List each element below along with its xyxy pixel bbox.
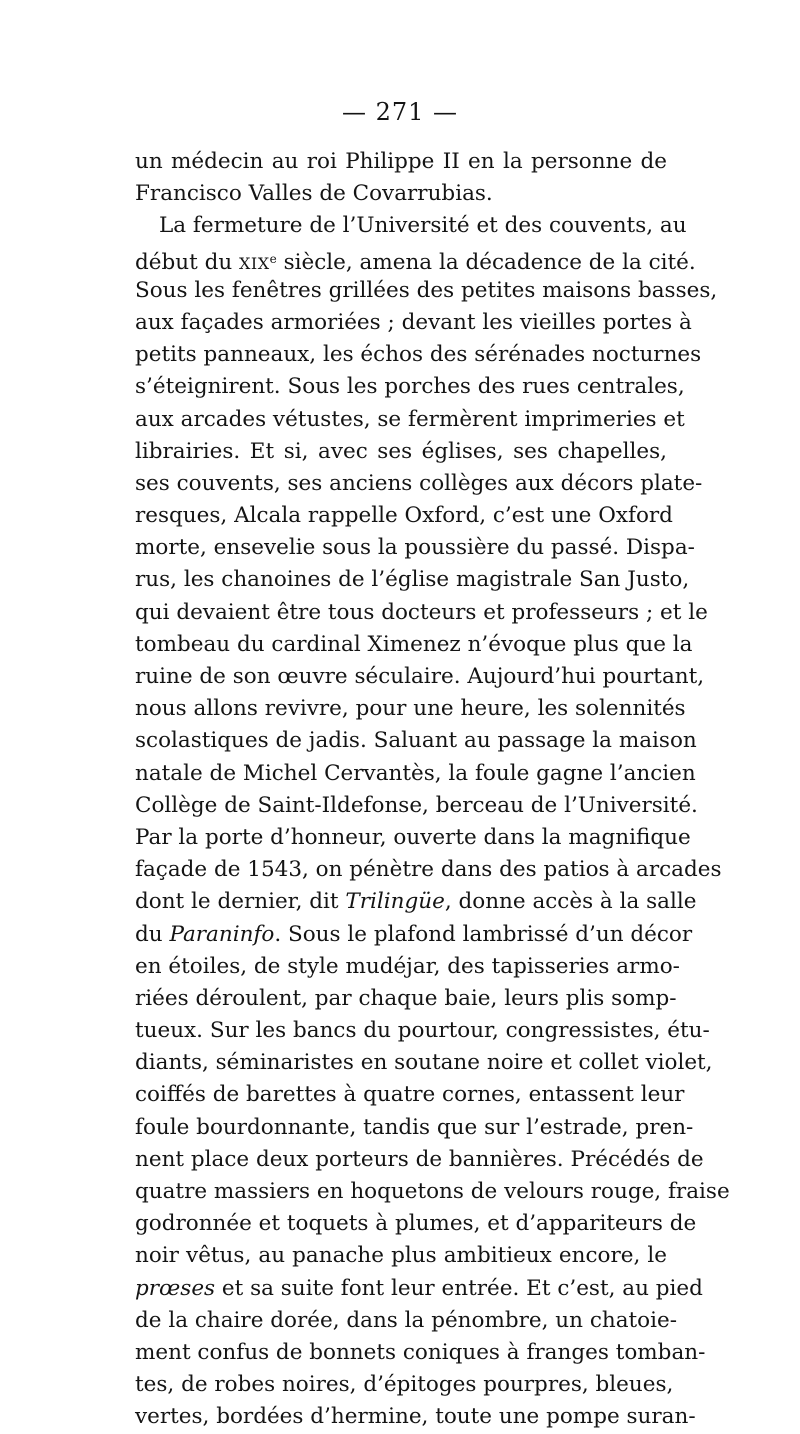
text-line xyxy=(135,661,705,693)
text-run: . Sous le plafond lambrissé d’un décor xyxy=(274,921,693,947)
text-line xyxy=(135,532,695,564)
text-run: Sous les fenêtres grillées des petites maisons basses, xyxy=(135,277,718,303)
text-run: nous allons revivre, pour une heure, les solennités xyxy=(135,696,686,722)
text-run: qui devaient être tous docteurs et professeurs ; et le xyxy=(135,599,708,625)
text-line xyxy=(135,886,697,918)
text-run: quatre massiers en hoquetons de velours rouge, fraise xyxy=(135,1179,730,1204)
superscript-text: e xyxy=(269,251,277,266)
text-run: riées déroulent, par chaque baie, leurs plis somp- xyxy=(135,985,677,1011)
text-run: ment confus de bonnets coniques à franges tomban- xyxy=(135,1339,706,1365)
text-run: diants, séminaristes en soutane noire et collet violet, xyxy=(135,1050,713,1076)
text-line xyxy=(135,307,692,339)
text-line xyxy=(135,822,691,854)
text-run: ruine de son œuvre séculaire. Aujourd’hui pourtant, xyxy=(135,664,705,689)
text-line xyxy=(135,1240,667,1272)
text-run: un médecin au roi Philippe II en la personne de xyxy=(135,149,667,174)
text-run: tueux. Sur les bancs du pourtour, congressistes, étu- xyxy=(135,1018,710,1044)
text-line xyxy=(135,983,677,1015)
text-line xyxy=(135,1273,703,1305)
text-run: ses couvents, ses anciens collèges aux décors plate- xyxy=(135,470,703,496)
text-run: aux arcades vétustes, se fermèrent imprimeries et xyxy=(135,406,685,432)
text-line xyxy=(135,1015,710,1047)
text-run: Collège de Saint-Ildefonse, berceau de l’Université. xyxy=(135,792,698,818)
text-line xyxy=(135,178,667,210)
text-line xyxy=(135,1401,696,1433)
text-line xyxy=(135,919,693,951)
text-line xyxy=(135,725,697,757)
text-line xyxy=(135,564,690,596)
text-run: resques, Alcala rappelle Oxford, c’est une Oxford xyxy=(135,503,673,529)
text-run: Par la porte d’honneur, ouverte dans la magnifique xyxy=(135,824,691,850)
text-run: La fermeture de l’Université et des couvents, au xyxy=(159,213,687,239)
italic-text: Trilingüe xyxy=(345,889,445,915)
text-run: foule bourdonnante, tandis que sur l’estrade, pren- xyxy=(135,1114,694,1140)
text-line xyxy=(135,275,718,307)
text-run: vertes, bordées d’hermine, toute une pompe suran- xyxy=(135,1404,696,1430)
text-line xyxy=(135,146,667,178)
text-run: dont le dernier, dit xyxy=(135,889,346,915)
text-line xyxy=(135,1208,697,1240)
body-text xyxy=(135,146,730,1434)
text-line xyxy=(135,1079,685,1111)
text-line xyxy=(135,243,696,275)
text-run: noir vêtus, au panache plus ambitieux encore, le xyxy=(135,1243,667,1269)
text-run: petits panneaux, les échos des sérénades nocturnes xyxy=(135,342,702,368)
text-line xyxy=(135,629,693,661)
text-run: aux façades armoriées ; devant les vieilles portes à xyxy=(135,309,692,335)
text-line xyxy=(135,758,696,790)
text-run: rus, les chanoines de l’église magistrale San Justo, xyxy=(135,567,690,593)
text-line xyxy=(135,404,685,436)
text-run: Francisco Valles de Covarrubias. xyxy=(135,181,493,207)
text-run: façade de 1543, on pénètre dans des patios à arcades xyxy=(135,857,722,883)
text-line xyxy=(135,1369,674,1401)
text-run: , donne accès à la salle xyxy=(444,889,697,915)
text-line xyxy=(135,468,703,500)
text-line xyxy=(135,1112,694,1144)
text-line xyxy=(135,500,673,532)
text-run: en étoiles, de style mudéjar, des tapisseries armo- xyxy=(135,953,680,979)
text-run: tombeau du cardinal Ximenez n’évoque plus que la xyxy=(135,631,693,657)
text-run: coiffés de barettes à quatre cornes, entassent leur xyxy=(135,1082,685,1108)
text-run: librairies. Et si, avec ses églises, ses chapelles, xyxy=(135,438,667,464)
text-run: s’éteignirent. Sous les porches des rues centrales, xyxy=(135,374,685,400)
text-run: scolastiques de jadis. Saluant au passage la maison xyxy=(135,728,697,754)
text-line xyxy=(135,1176,730,1208)
text-line xyxy=(135,1337,706,1369)
text-line xyxy=(135,854,722,886)
page-number: — 271 — xyxy=(341,98,459,126)
text-run: nent place deux porteurs de bannières. Précédés de xyxy=(135,1146,704,1172)
text-run: et sa suite font leur entrée. Et c’est, au pied xyxy=(215,1275,703,1301)
text-line xyxy=(135,210,687,242)
text-line xyxy=(135,951,680,983)
small-caps-text: XIX xyxy=(239,253,270,273)
text-line xyxy=(135,371,685,403)
text-line xyxy=(135,436,667,468)
text-run: natale de Michel Cervantès, la foule gagne l’ancien xyxy=(135,760,696,786)
text-run: godronnée et toquets à plumes, et d’appariteurs de xyxy=(135,1211,697,1237)
text-line xyxy=(135,790,698,822)
italic-text: Paraninfo xyxy=(169,921,275,947)
text-line xyxy=(135,1047,713,1079)
text-line xyxy=(135,1305,677,1337)
text-run: début du xyxy=(135,249,240,275)
text-line xyxy=(135,1144,704,1176)
text-run: morte, ensevelie sous la poussière du passé. Dispa- xyxy=(135,535,695,561)
text-run: de la chaire dorée, dans la pénombre, un chatoie- xyxy=(135,1307,677,1333)
text-run: du xyxy=(135,921,170,947)
text-line xyxy=(135,693,686,725)
italic-text: prœses xyxy=(135,1275,216,1301)
text-run: siècle, amena la décadence de la cité. xyxy=(276,249,696,275)
text-run: tes, de robes noires, d’épitoges pourpres, bleues, xyxy=(135,1372,674,1398)
text-line xyxy=(135,597,708,629)
text-line xyxy=(135,339,702,371)
